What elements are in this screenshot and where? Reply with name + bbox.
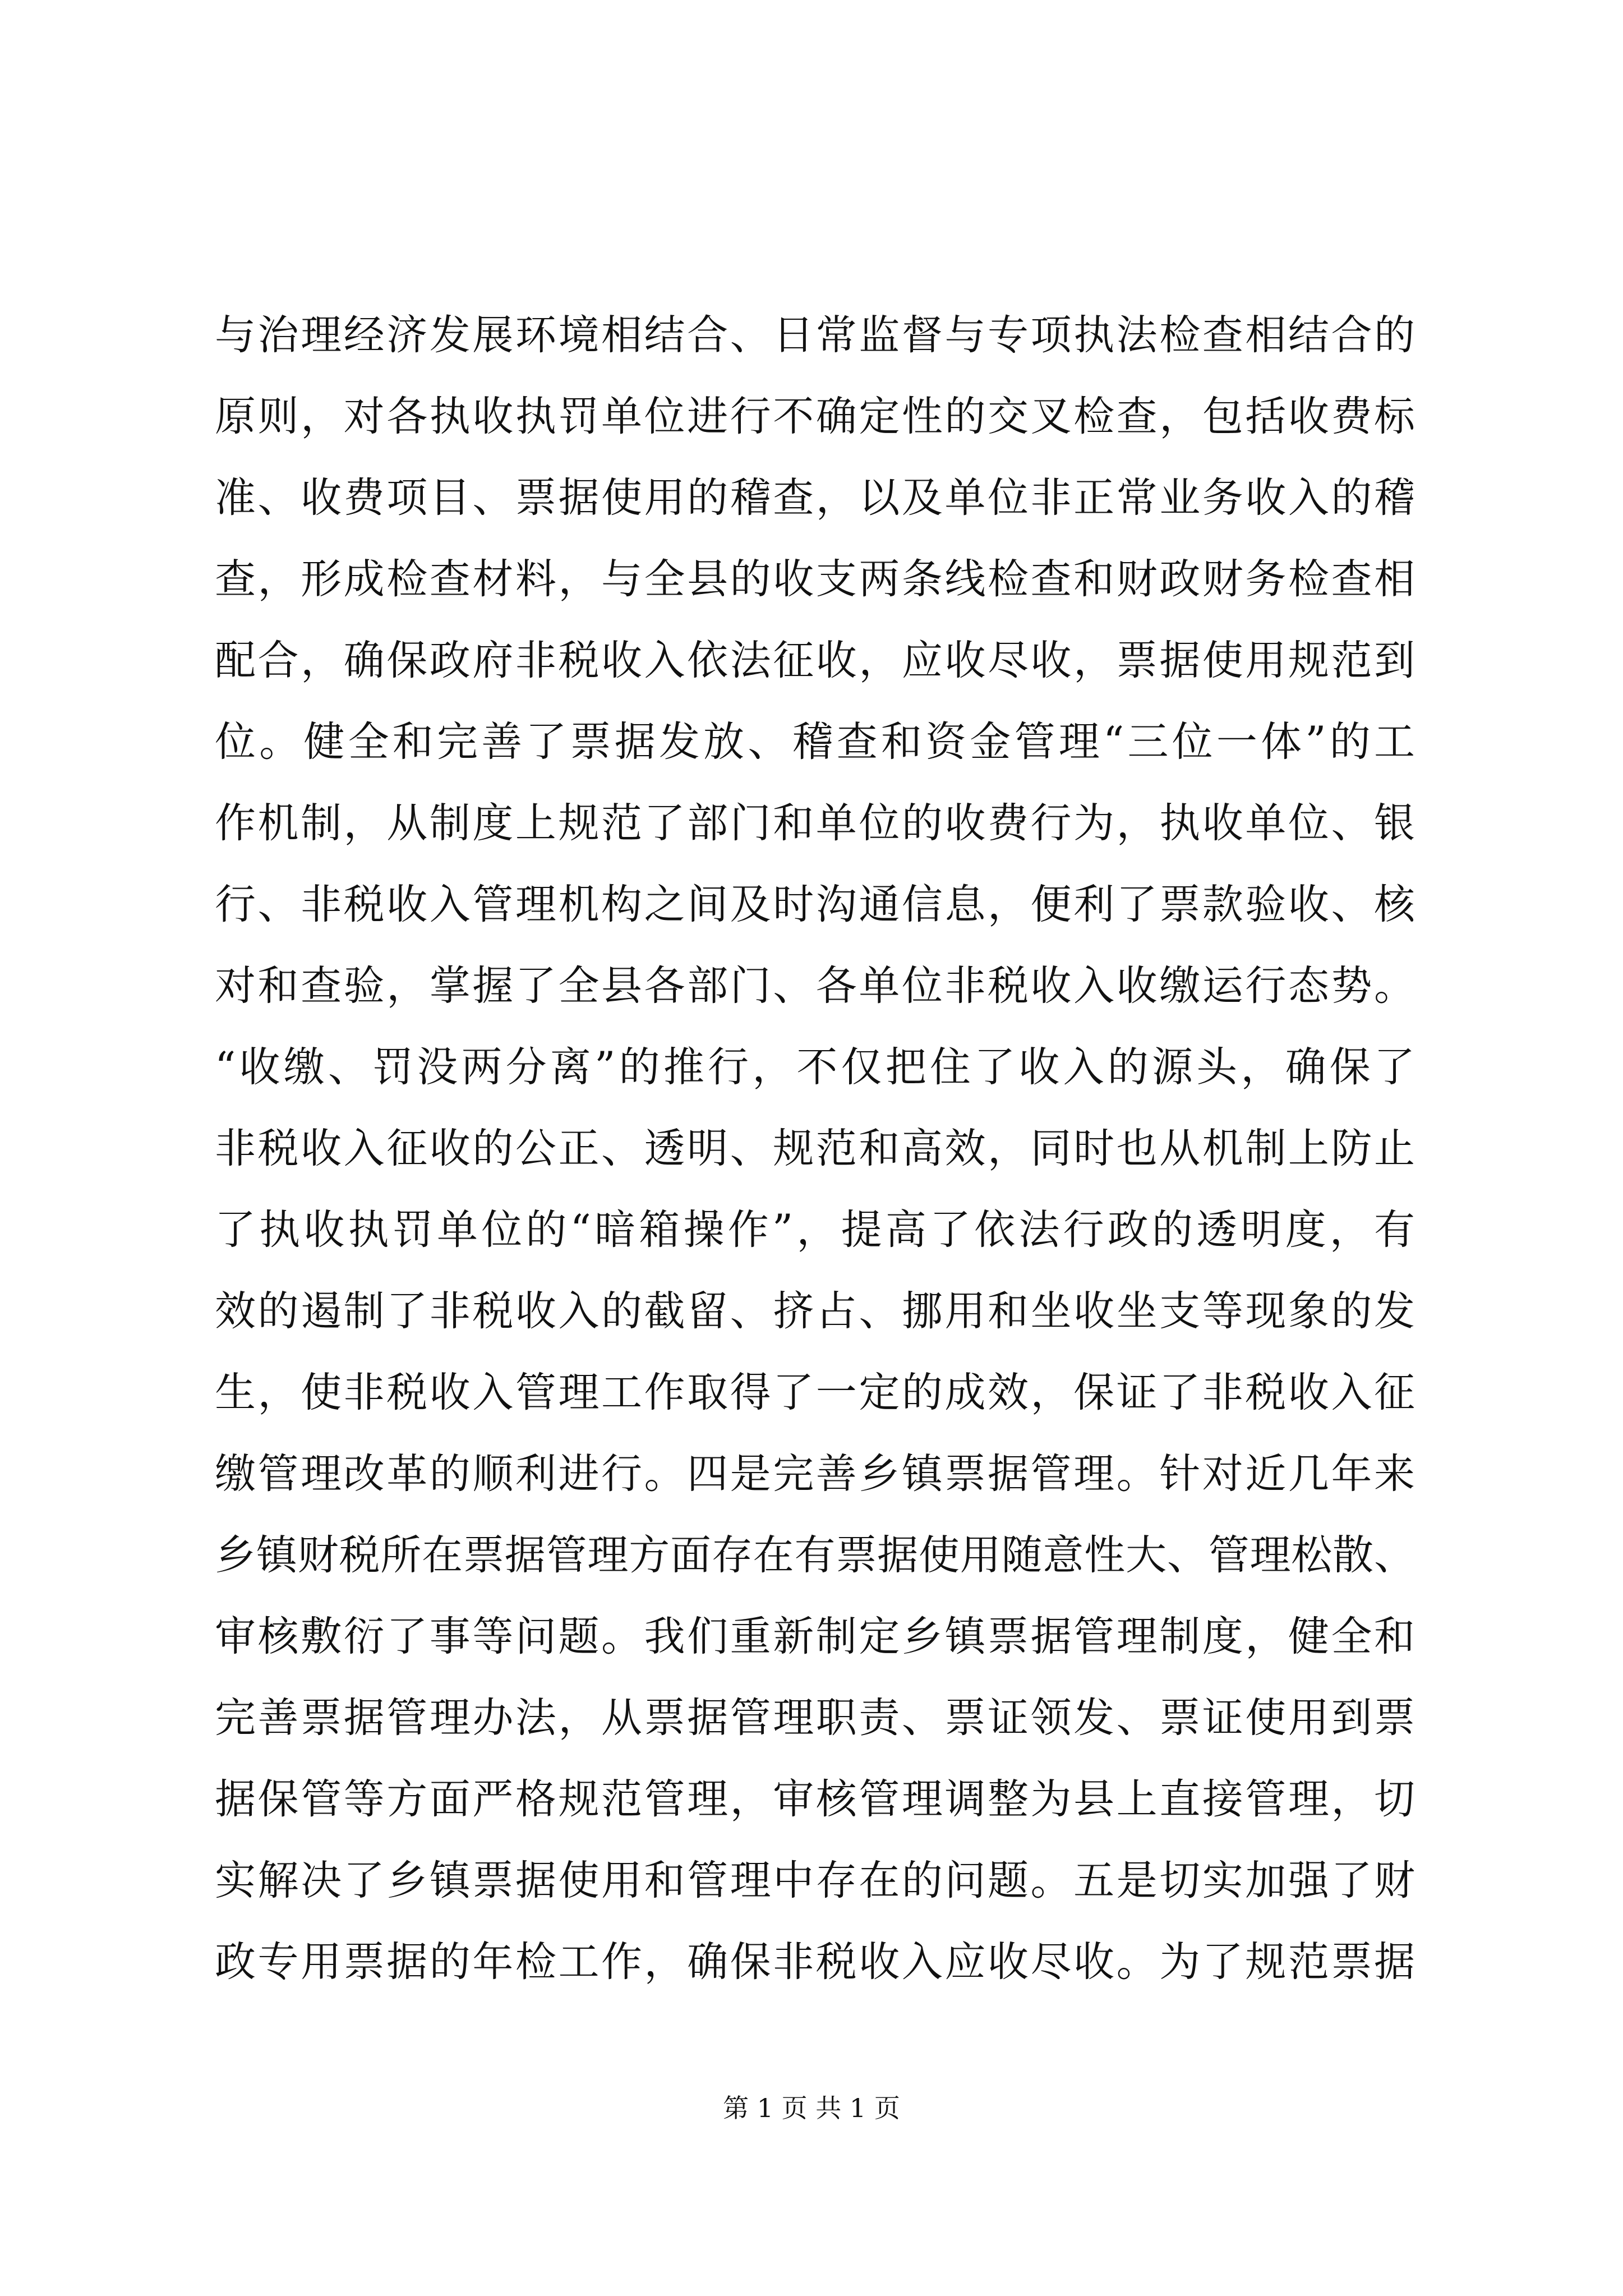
text-line: 乡镇财税所在票据管理方面存在有票据使用随意性大、管理松散、	[215, 1531, 1415, 1579]
text-line: 查，形成检查材料，与全县的收支两条线检查和财政财务检查相	[215, 555, 1415, 603]
text-line: 生，使非税收入管理工作取得了一定的成效，保证了非税收入征	[215, 1369, 1415, 1416]
text-line: 行、非税收入管理机构之间及时沟通信息，便利了票款验收、核	[215, 881, 1415, 928]
text-line: 实解决了乡镇票据使用和管理中存在的问题。五是切实加强了财	[215, 1857, 1415, 1904]
text-line: 完善票据管理办法，从票据管理职责、票证领发、票证使用到票	[215, 1694, 1415, 1742]
text-line: 与治理经济发展环境相结合、日常监督与专项执法检查相结合的	[215, 311, 1415, 359]
text-line: 作机制，从制度上规范了部门和单位的收费行为，执收单位、银	[215, 799, 1415, 847]
text-line: 原则，对各执收执罚单位进行不确定性的交叉检查，包括收费标	[215, 393, 1415, 440]
text-line: 审核敷衍了事等问题。我们重新制定乡镇票据管理制度，健全和	[215, 1613, 1415, 1660]
text-line: 对和查验，掌握了全县各部门、各单位非税收入收缴运行态势。	[215, 962, 1415, 1010]
text-line: 准、收费项目、票据使用的稽查，以及单位非正常业务收入的稽	[215, 474, 1415, 522]
text-line: “收缴、罚没两分离”的推行，不仅把住了收入的源头，确保了	[215, 1043, 1415, 1091]
text-line: 非税收入征收的公正、透明、规范和高效，同时也从机制上防止	[215, 1125, 1415, 1172]
page-footer: 第 1 页 共 1 页	[723, 2093, 900, 2123]
text-line: 据保管等方面严格规范管理，审核管理调整为县上直接管理，切	[215, 1775, 1415, 1823]
text-line: 效的遏制了非税收入的截留、挤占、挪用和坐收坐支等现象的发	[215, 1287, 1415, 1335]
text-line: 配合，确保政府非税收入依法征收，应收尽收，票据使用规范到	[215, 637, 1415, 684]
body-text	[215, 295, 1415, 2003]
text-line: 了执收执罚单位的“暗箱操作”，提高了依法行政的透明度，有	[215, 1206, 1415, 1254]
text-line: 缴管理改革的顺利进行。四是完善乡镇票据管理。针对近几年来	[215, 1450, 1415, 1498]
text-line: 政专用票据的年检工作，确保非税收入应收尽收。为了规范票据	[215, 1938, 1415, 1986]
text-line: 位。健全和完善了票据发放、稽查和资金管理“三位一体”的工	[215, 718, 1415, 766]
